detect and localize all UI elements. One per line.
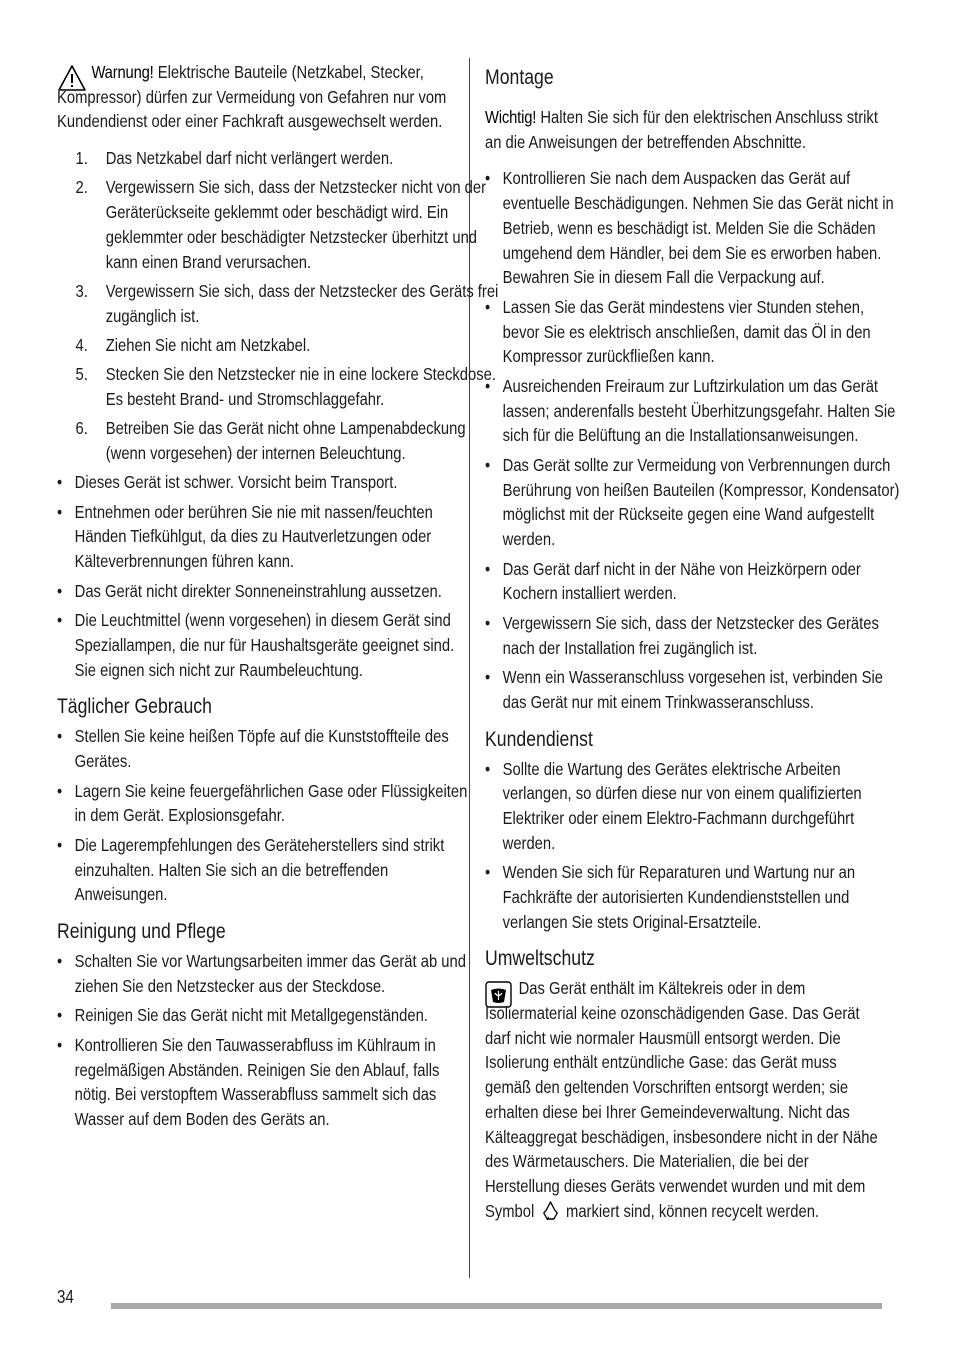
page-number: 34 [57, 1287, 74, 1307]
warning-keyword: Warnung! [91, 62, 154, 82]
environment-text [485, 976, 885, 1223]
list-item: • Lassen Sie das Gerät mindestens vier Stunden stehen, bevor Sie es elektrisch anschließen, damit das Öl in den Kompressor zurückfließen kann. [485, 295, 902, 369]
list-item: • Die Leuchtmittel (wenn vorgesehen) in diesem Gerät sind Speziallampen, die nur für Haushaltsgeräte geeignet sind. Sie eignen sich nicht zur Raumbeleuchtung. [57, 608, 476, 682]
list-item [57, 416, 508, 465]
section-title-environment: Umweltschutz [485, 947, 595, 971]
safety-bullet-list [57, 470, 459, 682]
list-item: • Ausreichenden Freiraum zur Luftzirkulation um das Gerät lassen; anderenfalls besteht Überhitzungsgefahr. Halten Sie sich für die Belüftung an die Installationsanweisungen. [485, 374, 902, 448]
section-title-service: Kundendienst [485, 727, 593, 751]
item-number: 2. [75, 177, 88, 198]
list-item: • Vergewissern Sie sich, dass der Netzstecker des Gerätes nach der Installation frei zugänglich ist. [485, 611, 902, 660]
list-item: • Kontrollieren Sie den Tauwasserabfluss im Kühlraum in regelmäßigen Abständen. Reinigen Sie den Ablauf, falls nötig. Bei verstopftem Wasserabfluss sammelt sich das Wasser auf dem Boden des Geräts an. [57, 1033, 476, 1132]
item-text: Ziehen Sie nicht am Netzkabel. [105, 334, 311, 355]
list-item [57, 175, 508, 274]
item-number: 5. [75, 364, 88, 385]
item-text: Das Netzkabel darf nicht verlängert werden. [105, 148, 394, 169]
item-text: Stecken Sie den Netzstecker nie in eine lockere Steckdose. Es besteht Brand- und Stromschlaggefahr. [105, 364, 496, 409]
left-column [57, 60, 499, 1137]
cleaning-list [57, 949, 466, 1132]
item-number: 4. [75, 334, 88, 355]
list-item: • Kontrollieren Sie nach dem Auspacken das Gerät auf eventuelle Beschädigungen. Nehmen Sie das Gerät nicht in Betrieb, wenn es beschädigt ist. Melden Sie die Schäden umgehend dem Händler, bei dem Sie es erworben haben. Bewahren Sie in diesem Fall die Verpackung auf. [485, 166, 902, 290]
item-number: 3. [75, 280, 88, 301]
environment-text-after: markiert sind, können recycelt werden. [566, 1200, 820, 1221]
list-item: • Reinigen Sie das Gerät nicht mit Metallgegenständen. [57, 1003, 476, 1028]
list-item [57, 333, 508, 358]
environment-text-before: Das Gerät enthält im Kältekreis oder in dem Isoliermaterial keine ozonschädigenden Gase. Das Gerät darf nicht wie normaler Hausmüll entsorgt werden. Die Isolierung enthält entzündliche Gase: das Gerät muss gemäß den geltenden Vorschriften entsorgt werden; sie erhalten diese bei Ihrer Gemeindeverwaltung. Nicht das Kälteaggregat beschädigen, insbesondere nicht in der Nähe des Wärmetauschers. Die Materialien, die bei der Herstellung dieses Geräts verwendet wurden und mit dem Symbol [485, 978, 878, 1221]
list-item: • Schalten Sie vor Wartungsarbeiten immer das Gerät ab und ziehen Sie den Netzstecker aus der Steckdose. [57, 949, 476, 998]
item-number: 6. [75, 418, 88, 439]
montage-list [485, 166, 900, 714]
environment-block [485, 976, 885, 1223]
important-keyword: Wichtig! [485, 107, 537, 127]
service-list [485, 757, 885, 935]
item-text: Vergewissern Sie sich, dass der Netzstecker des Geräts frei zugänglich ist. [105, 280, 499, 326]
section-title-montage: Montage [485, 66, 554, 89]
warning-body: Elektrische Bauteile (Netzkabel, Stecker, Kompressor) dürfen zur Vermeidung von Gefahren nur vom Kundendienst oder einer Fachkraft ausgewechselt werden. [57, 62, 447, 132]
right-column [485, 60, 900, 1223]
list-item: • Das Gerät darf nicht in der Nähe von Heizkörpern oder Kochern installiert werden. [485, 557, 902, 606]
item-text: Betreiben Sie das Gerät nicht ohne Lampenabdeckung (wenn vorgesehen) der internen Beleuchtung. [105, 418, 466, 463]
list-item: • Wenn ein Wasseranschluss vorgesehen ist, verbinden Sie das Gerät nur mit einem Trinkwasseranschluss. [485, 665, 902, 714]
list-item: • Wenden Sie sich für Reparaturen und Wartung nur an Fachkräfte der autorisierten Kundendienststellen und verlangen Sie stets Original-Ersatzteile. [485, 860, 902, 934]
safety-numbered-list [57, 146, 499, 465]
recycle-icon [540, 1200, 560, 1220]
list-item: • Entnehmen oder berühren Sie nie mit nassen/feuchten Händen Tiefkühlgut, da dies zu Hautverletzungen oder Kälteverbrennungen führen kann. [57, 500, 476, 574]
item-number: 1. [75, 148, 88, 169]
list-item: • Sollte die Wartung des Gerätes elektrische Arbeiten verlangen, so dürfen diese nur von einem qualifizierten Elektriker oder einem Elektro-Fachmann durchgeführt werden. [485, 757, 902, 856]
list-item [57, 279, 508, 328]
list-item: • Die Lagerempfehlungen des Geräteherstellers sind strikt einzuhalten. Halten Sie sich an die betreffenden Anweisungen. [57, 833, 476, 907]
list-item: • Das Gerät sollte zur Vermeidung von Verbrennungen durch Berührung von heißen Bauteilen (Kompressor, Kondensator) möglichst mit der Rückseite gegen eine Wand aufgestellt werden. [485, 453, 902, 552]
important-note [485, 105, 885, 154]
warning-block [57, 60, 459, 134]
item-text: Vergewissern Sie sich, dass der Netzstecker nicht von der Geräterückseite geklemmt oder beschädigt wird. Ein geklemmter oder beschädigter Netzstecker überhitzt und kann einen Brand verursachen. [105, 177, 487, 272]
footer-bar [111, 1303, 882, 1309]
daily-use-list [57, 724, 468, 907]
important-text: Halten Sie sich für den elektrischen Anschluss strikt an die Anweisungen der betreffenden Abschnitte. [485, 107, 878, 152]
list-item: • Lagern Sie keine feuergefährlichen Gase oder Flüssigkeiten in dem Gerät. Explosionsgefahr. [57, 779, 476, 828]
section-title-daily-use: Täglicher Gebrauch [57, 695, 212, 719]
list-item: • Stellen Sie keine heißen Töpfe auf die Kunststoffteile des Gerätes. [57, 724, 476, 773]
section-title-cleaning: Reinigung und Pflege [57, 920, 226, 944]
warning-text [57, 60, 459, 134]
list-item: • Das Gerät nicht direkter Sonneneinstrahlung aussetzen. [57, 579, 476, 604]
list-item [57, 362, 508, 411]
list-item: • Dieses Gerät ist schwer. Vorsicht beim Transport. [57, 470, 476, 495]
list-item [57, 146, 508, 171]
